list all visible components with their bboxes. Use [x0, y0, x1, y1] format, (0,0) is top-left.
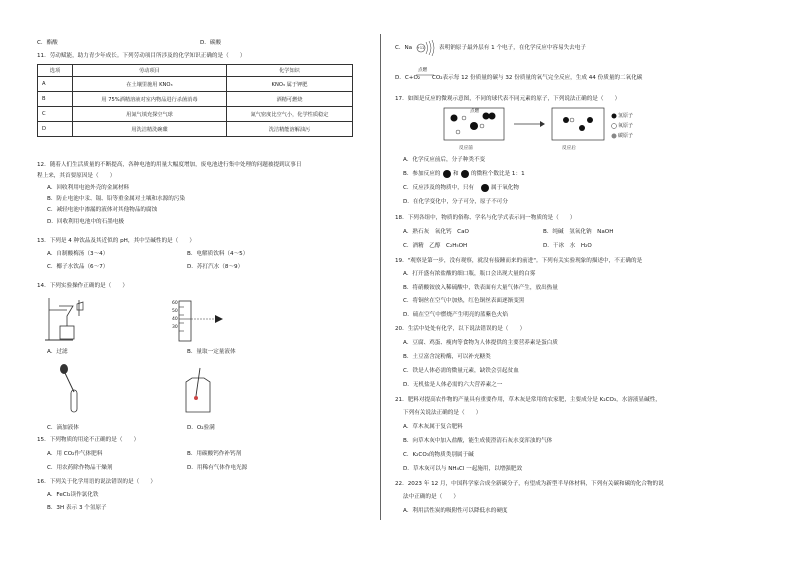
cylinder-tick-label: 30 — [172, 325, 178, 330]
molecule-icon — [442, 169, 452, 179]
q19-option-a: A．打开盛有浓盐酸的细口瓶，瓶口会出现大量的白雾 — [403, 271, 536, 277]
q14-stem: 14．下列实验操作正确的是（ ） — [37, 283, 129, 289]
table-header: 化学知识 — [226, 65, 352, 77]
q16-option-d: D．C+O₂ — [395, 75, 421, 81]
q21-stem-line2: 下列有关说法正确的是（ ） — [403, 410, 482, 416]
q13-option-b: B．电解质饮料（4～5） — [187, 251, 249, 257]
q19-option-b: B．将硝酸铵放入稀硫酸中，铁表面有大量气体产生，放出热量 — [403, 285, 558, 291]
q12-option-b: B．防止电池中汞、镉、铅等重金属对土壤和水源的污染 — [47, 196, 186, 202]
table-header: 劳动项目 — [73, 65, 227, 77]
q18-option-c: C．酒精 乙醇 C₂H₅OH — [403, 243, 468, 249]
molecule-icon — [460, 169, 470, 179]
q21-option-c: C．K₂CO₃的物质类别属于碱 — [403, 452, 474, 458]
q21-option-b: B．向草木灰中加入盐酸，能生成使澄清石灰水变浑浊的气体 — [403, 438, 553, 444]
table-row — [38, 107, 353, 122]
q10-option-d: D．碳酸 — [200, 40, 222, 46]
q11-table — [37, 64, 353, 137]
table-header-row — [38, 65, 353, 77]
q16-option-c-text: 表明钠原子最外层有 1 个电子，在化学反应中容易失去电子 — [439, 45, 586, 51]
q15-option-a: A．用 CO₂作气体肥料 — [47, 451, 103, 457]
q22-stem-line1: 22．2023 年 12 月，中国科学家合成全新碳分子，有望成为新型半导体材料，下列有关碳和碳的化合物的说 — [395, 481, 664, 487]
table-cell: D — [38, 122, 73, 137]
filtration-apparatus-figure — [45, 296, 95, 342]
q21-option-d: D．草木灰可以与 NH₄Cl 一起施用，以增强肥效 — [403, 466, 523, 472]
reaction-arrow-label: 点燃 — [470, 109, 480, 114]
q13-stem: 13．下列是 4 种饮品及其近似的 pH，其中呈碱性的是（ ） — [37, 238, 196, 244]
cylinder-tick-label: 50 — [172, 309, 178, 314]
legend-hydrogen-atom: 氢原子 — [618, 113, 634, 119]
q16-option-a: A．FeCl₂读作氯化铁 — [47, 492, 99, 498]
q12-option-d: D．回收利用电池中的石墨电极 — [47, 219, 125, 225]
q16-stem: 16．下列关于化学用语的说法错误的是（ ） — [37, 479, 156, 485]
q15-option-d: D．用稀有气体作电光源 — [187, 465, 248, 471]
before-reaction-label: 反应前 — [459, 146, 473, 151]
q15-option-b: B．用碳酸钙作补钙剂 — [187, 451, 242, 457]
table-cell: 酒精可燃烧 — [226, 92, 352, 107]
q20-option-b: B．土豆富含淀粉酶，可以补充糖类 — [403, 354, 491, 360]
table-row — [38, 122, 353, 137]
table-cell: 洗洁精能溶解油污 — [226, 122, 352, 137]
q19-option-d: D．硫在空气中燃烧产生明亮的蓝紫色火焰 — [403, 312, 508, 318]
q12-stem-line2: 程上来，其首要原因是（ ） — [37, 173, 116, 179]
reaction-condition-label: 点燃 — [418, 68, 428, 73]
q14-option-a: A．过滤 — [47, 349, 68, 355]
table-cell: 用 75%酒精溶液对室内物品进行杀菌消毒 — [73, 92, 227, 107]
molecule-icon — [480, 183, 490, 193]
q14-option-b: B．量取一定量液体 — [187, 349, 236, 355]
table-cell: A — [38, 77, 73, 92]
q10-option-c: C．酯酸 — [37, 40, 58, 46]
after-reaction-label: 反应后 — [562, 146, 576, 151]
q12-option-a: A．回收利用电池外壳的金属材料 — [47, 185, 130, 191]
q22-option-a: A．利用活性炭的吸附性可以降低水的硬度 — [403, 508, 508, 514]
q16-option-b: B．3H 表示 3 个氢原子 — [47, 505, 107, 511]
q18-option-b: B．纯碱 氢氧化钠 NaOH — [543, 229, 614, 235]
table-cell: KNO₃ 属于钾肥 — [226, 77, 352, 92]
q14-option-c: C．滴加液体 — [47, 425, 79, 431]
q17-option-b-rest: 的微粒个数比是 1：1 — [471, 171, 525, 177]
table-cell: 用氮气填充探空气球 — [73, 107, 227, 122]
table-cell: 氮气密度比空气小，化学性质稳定 — [226, 107, 352, 122]
table-row — [38, 77, 353, 92]
cylinder-tick-label: 40 — [172, 317, 178, 322]
legend-oxygen-atom: 氧原子 — [618, 123, 634, 129]
dropper-test-tube-figure — [52, 362, 92, 414]
atom-nucleus-charge: +11 — [417, 46, 425, 50]
q17-option-c: C．反应涉及的物质中，只有 — [403, 185, 475, 191]
q22-stem-line2: 法中正确的是（ ） — [403, 494, 459, 500]
q12-option-c: C．减轻电池中渗漏的液体对其他物品的腐蚀 — [47, 207, 158, 213]
q16-option-c: C．Na — [395, 45, 413, 51]
q20-option-c: C．铁是人体必需的微量元素，缺铁会引起贫血 — [403, 368, 519, 374]
oxygen-bottle-figure — [178, 366, 218, 414]
q17-option-b: B．参加反应的 — [403, 171, 441, 177]
q17-option-c-rest: 属于氧化物 — [491, 185, 519, 191]
q17-option-d: D．在化学变化中，分子可分，原子不可分 — [403, 199, 508, 205]
q20-option-a: A．豆腐、鸡蛋、瘦肉等食物为人体提供的主要营养素是蛋白质 — [403, 340, 558, 346]
legend-carbon-atom: 碳原子 — [618, 133, 634, 139]
q15-stem: 15．下列物质的用途不正确的是（ ） — [37, 437, 140, 443]
q18-stem: 18．下列各组中，物质的俗称、学名与化学式表示同一物质的是（ ） — [395, 215, 576, 221]
q20-option-d: D．无机盐是人体必需的六大营养素之一 — [403, 382, 503, 388]
q19-option-c: C．将铜丝在空气中加热，红色铜丝表面逐渐变黑 — [403, 298, 525, 304]
q21-stem-line1: 21．肥料对提高农作物的产量具有重要作用，草木灰是常用的农家肥，主要成分是 K₂CO₃，水溶液显碱性， — [395, 397, 661, 403]
table-cell: C — [38, 107, 73, 122]
table-header: 选项 — [38, 65, 73, 77]
q18-option-a: A．熟石灰 氧化钙 CaO — [403, 229, 469, 235]
q21-option-a: A．草木灰属于复合肥料 — [403, 424, 463, 430]
q13-option-c: C．椰子水饮品（6～7） — [47, 264, 109, 270]
q13-option-d: D．苏打汽水（8～9） — [187, 264, 244, 270]
q11-stem: 11．劳动赋能，助力青少年成长。下列劳动项目所涉及的化学知识正确的是（ ） — [37, 53, 246, 59]
q13-option-a: A．自制酸梅汤（3～4） — [47, 251, 109, 257]
cylinder-tick-label: 60 — [172, 301, 178, 306]
table-cell: 用洗洁精洗碗碟 — [73, 122, 227, 137]
q17-stem: 17．如图是反应的微观示意图，不同的球代表不同元素的原子，下列说法正确的是（ ） — [395, 96, 621, 102]
q14-option-d: D．O₂验满 — [187, 425, 215, 431]
right-column — [397, 0, 794, 562]
q17-option-a: A．化学反应前后，分子种类不变 — [403, 157, 486, 163]
q20-stem: 20．生活中处处有化学，以下说法错误的是（ ） — [395, 326, 526, 332]
table-cell: B — [38, 92, 73, 107]
table-row — [38, 92, 353, 107]
q16-option-d-text: CO₂表示每 12 份质量的碳与 32 份质量的氧气完全反应，生成 44 份质量的二氧化碳 — [432, 75, 643, 81]
q15-option-c: C．用农药除作物品干燥剂 — [47, 465, 113, 471]
q19-stem: 19．"观察是第一步，没有观察，就没有接踵而来的前进"。下列有关实验现象的描述中，不正确的是 — [395, 258, 643, 264]
q18-option-d: D．干冰 水 H₂O — [543, 243, 592, 249]
q12-stem-line1: 12．随着人们生活质量的不断提高，各种电池的用量大幅度增加，废电池进行集中处理的问题被提到议事日 — [37, 162, 302, 168]
table-cell: 在土壤里施用 KNO₃ — [73, 77, 227, 92]
q17-option-b-and: 和 — [453, 171, 459, 177]
